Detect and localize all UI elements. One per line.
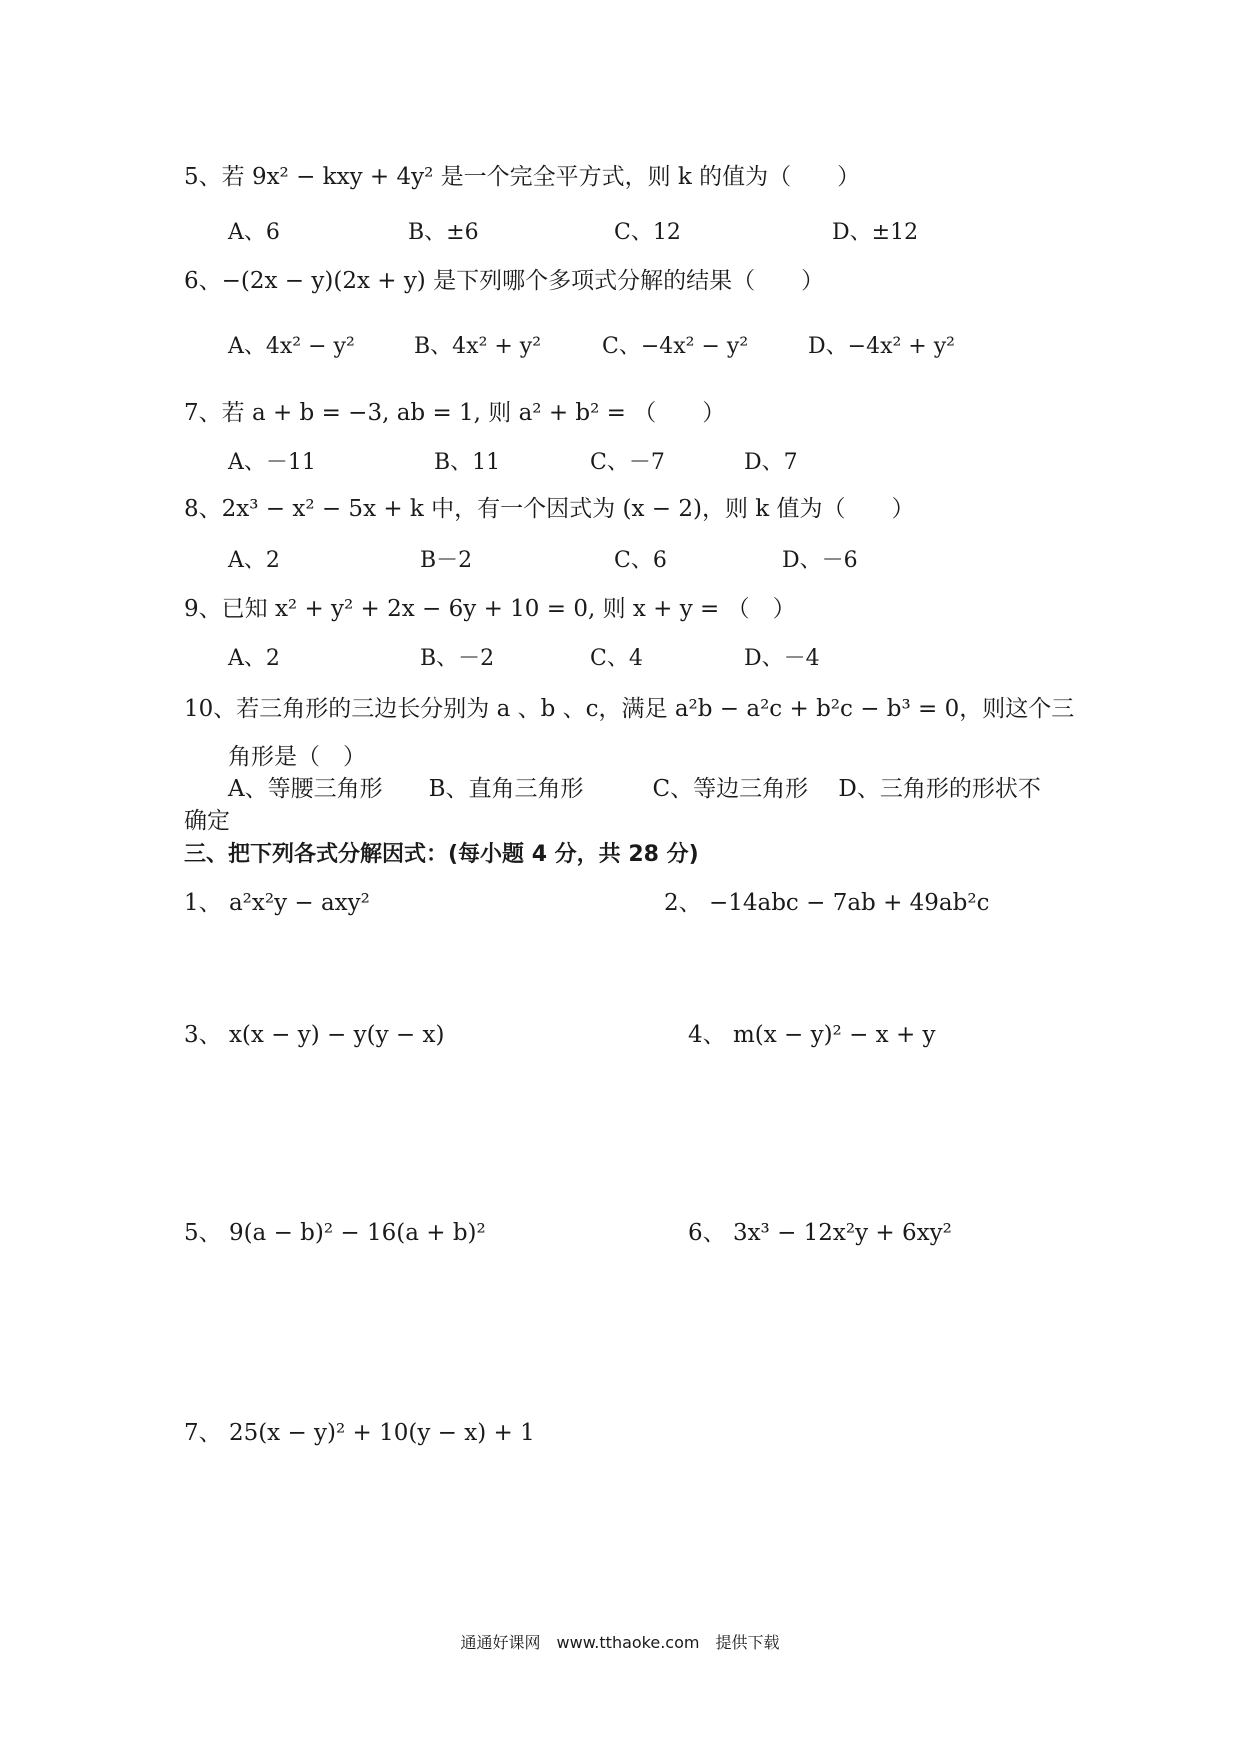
question-5-options: [228, 218, 1028, 248]
question-9-option-b: B、－2: [420, 646, 495, 671]
question-10-options-line1: A、等腰三角形 B、直角三角形 C、等边三角形 D、三角形的形状不: [228, 776, 1041, 802]
question-7-option-c: C、－7: [590, 450, 665, 475]
question-7-option-a: A、－11: [228, 450, 316, 475]
question-9-options: [228, 644, 1028, 674]
question-8-option-d: D、－6: [782, 548, 858, 573]
factor-item-3: 3、 x(x − y) − y(y − x): [184, 1022, 445, 1048]
question-6-options: [228, 332, 1028, 362]
question-7-options: [228, 448, 1028, 478]
question-9-option-c: C、4: [590, 646, 643, 671]
question-7-option-d: D、7: [744, 450, 798, 475]
question-8-options: [228, 546, 1028, 576]
question-8-stem: 8、2x³ − x² − 5x + k 中，有一个因式为 (x − 2)，则 k 值为（ ）: [184, 496, 915, 522]
question-9-option-d: D、－4: [744, 646, 820, 671]
question-6-option-c: C、−4x² − y²: [602, 334, 749, 359]
question-6-option-b: B、4x² + y²: [414, 334, 542, 359]
factor-item-7: 7、 25(x − y)² + 10(y − x) + 1: [184, 1420, 535, 1446]
question-10-stem-line1: 10、若三角形的三边长分别为 a 、b 、c，满足 a²b − a²c + b²c − b³ = 0，则这个三: [184, 696, 1075, 722]
question-6-option-a: A、4x² − y²: [228, 334, 355, 359]
question-7-stem: 7、若 a + b = −3, ab = 1, 则 a² + b² = （ ）: [184, 400, 726, 426]
question-6-stem: 6、−(2x − y)(2x + y) 是下列哪个多项式分解的结果（ ）: [184, 268, 825, 294]
question-5-stem: 5、若 9x² − kxy + 4y² 是一个完全平方式，则 k 的值为（ ）: [184, 164, 861, 190]
factor-item-2: 2、 −14abc − 7ab + 49ab²c: [664, 890, 990, 916]
question-5-option-d: D、±12: [832, 220, 919, 245]
factor-item-6: 6、 3x³ − 12x²y + 6xy²: [688, 1220, 952, 1246]
page-footer: 通通好课网 www.tthaoke.com 提供下载: [460, 1633, 780, 1652]
factor-item-1: 1、 a²x²y − axy²: [184, 890, 370, 916]
question-5-option-b: B、±6: [408, 220, 479, 245]
factor-item-4: 4、 m(x − y)² − x + y: [688, 1022, 936, 1048]
question-8-option-a: A、2: [228, 548, 280, 573]
question-10-options-line2: 确定: [184, 808, 230, 834]
section-3-title: 三、把下列各式分解因式：(每小题 4 分，共 28 分): [184, 842, 699, 867]
question-10-stem-line2: 角形是（ ）: [228, 744, 366, 770]
question-7-option-b: B、11: [434, 450, 501, 475]
question-8-option-b: B－2: [420, 548, 473, 573]
question-6-option-d: D、−4x² + y²: [808, 334, 955, 359]
question-9-option-a: A、2: [228, 646, 280, 671]
question-8-option-c: C、6: [614, 548, 667, 573]
question-5-option-a: A、6: [228, 220, 280, 245]
question-9-stem: 9、已知 x² + y² + 2x − 6y + 10 = 0, 则 x + y = （ ）: [184, 596, 796, 622]
question-5-option-c: C、12: [614, 220, 681, 245]
factor-item-5: 5、 9(a − b)² − 16(a + b)²: [184, 1220, 486, 1246]
